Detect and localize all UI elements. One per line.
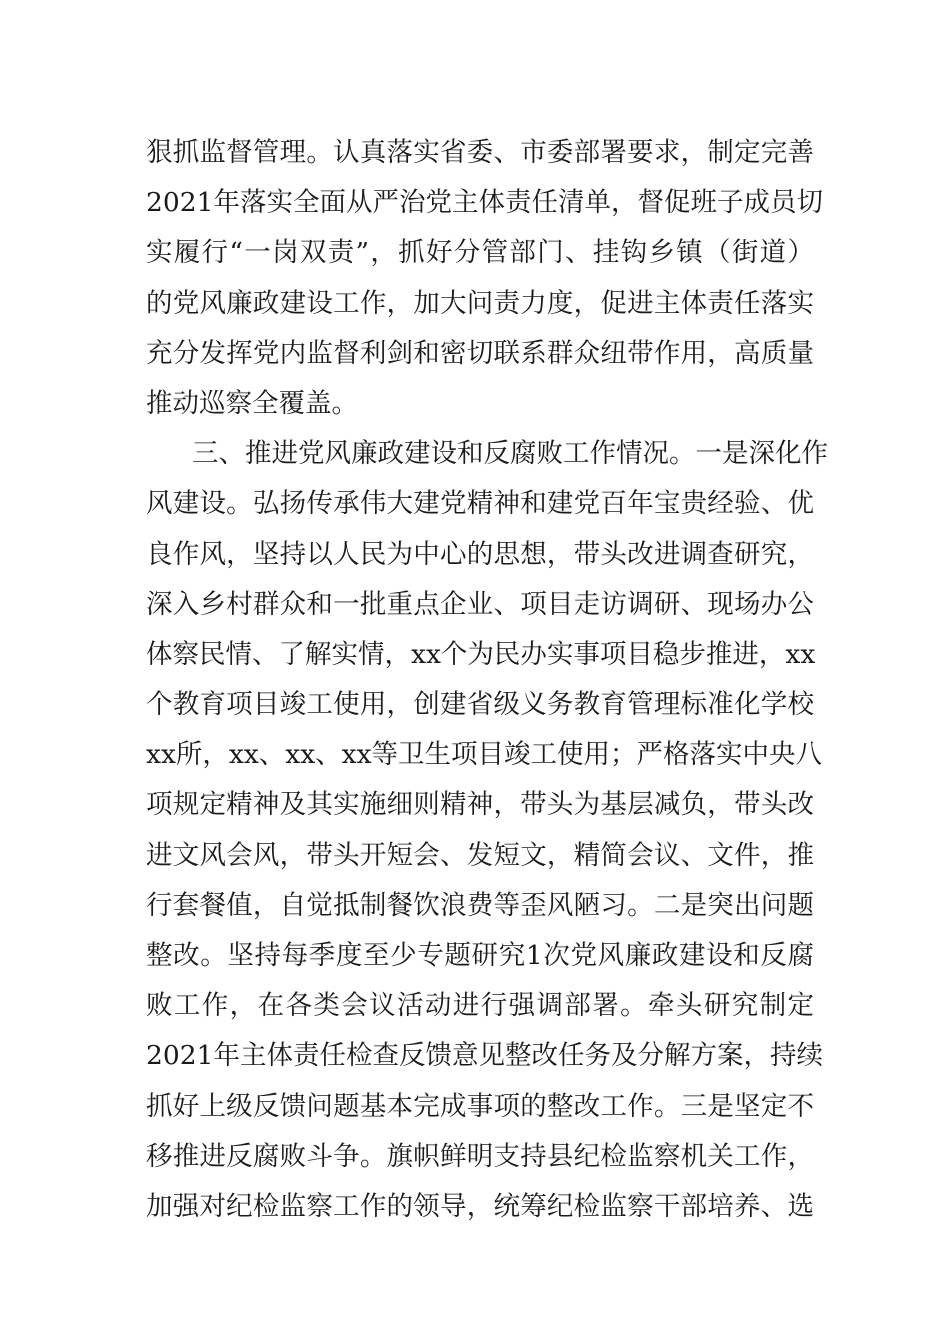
text-line: 2021年主体责任检查反馈意见整改任务及分解方案，持续: [146, 1040, 823, 1072]
text-line: 深入乡村群众和一批重点企业、项目走访调研、现场办公: [146, 588, 814, 620]
body-text: [146, 128, 828, 1232]
text-line: 良作风，坚持以人民为中心的思想，带头改进调查研究，: [146, 538, 814, 570]
text-line: 体察民情、了解实情，xx个为民办实事项目稳步推进，xx: [146, 638, 816, 670]
section-heading-line: 三、推进党风廉政建设和反腐败工作情况。一是深化作: [192, 438, 828, 470]
text-line: 整改。坚持每季度至少专题研究1次党风廉政建设和反腐: [146, 940, 814, 971]
text-line: 的党风廉政建设工作，加大问责力度，促进主体责任落实: [146, 287, 814, 319]
text-line: 个教育项目竣工使用，创建省级义务教育管理标准化学校: [146, 689, 814, 721]
text-line: 移推进反腐败斗争。旗帜鲜明支持县纪检监察机关工作，: [146, 1140, 814, 1172]
text-line: 加强对纪检监察工作的领导，统筹纪检监察干部培养、选: [146, 1190, 814, 1222]
text-line: 风建设。弘扬传承伟大建党精神和建党百年宝贵经验、优: [146, 488, 814, 520]
text-line: 充分发挥党内监督利剑和密切联系群众纽带作用，高质量: [146, 337, 814, 369]
text-line: 2021年落实全面从严治党主体责任清单，督促班子成员切: [146, 187, 823, 219]
text-line: 抓好上级反馈问题基本完成事项的整改工作。三是坚定不: [146, 1090, 814, 1122]
text-line: 进文风会风，带头开短会、发短文，精简会议、文件，推: [146, 839, 814, 871]
text-line: 败工作，在各类会议活动进行强调部署。牵头研究制定: [146, 990, 814, 1022]
text-line: 狠抓监督管理。认真落实省委、市委部署要求，制定完善: [146, 137, 814, 168]
text-line: 项规定精神及其实施细则精神，带头为基层减负，带头改: [146, 789, 814, 821]
text-line: 推动巡察全覆盖。: [146, 387, 358, 419]
text-line: 行套餐值，自觉抵制餐饮浪费等歪风陋习。二是突出问题: [146, 889, 814, 921]
text-line: xx所，xx、xx、xx等卫生项目竣工使用；严格落实中央八: [146, 739, 823, 771]
text-line: 实履行“一岗双责”，抓好分管部门、挂钩乡镇（街道）: [146, 237, 814, 269]
